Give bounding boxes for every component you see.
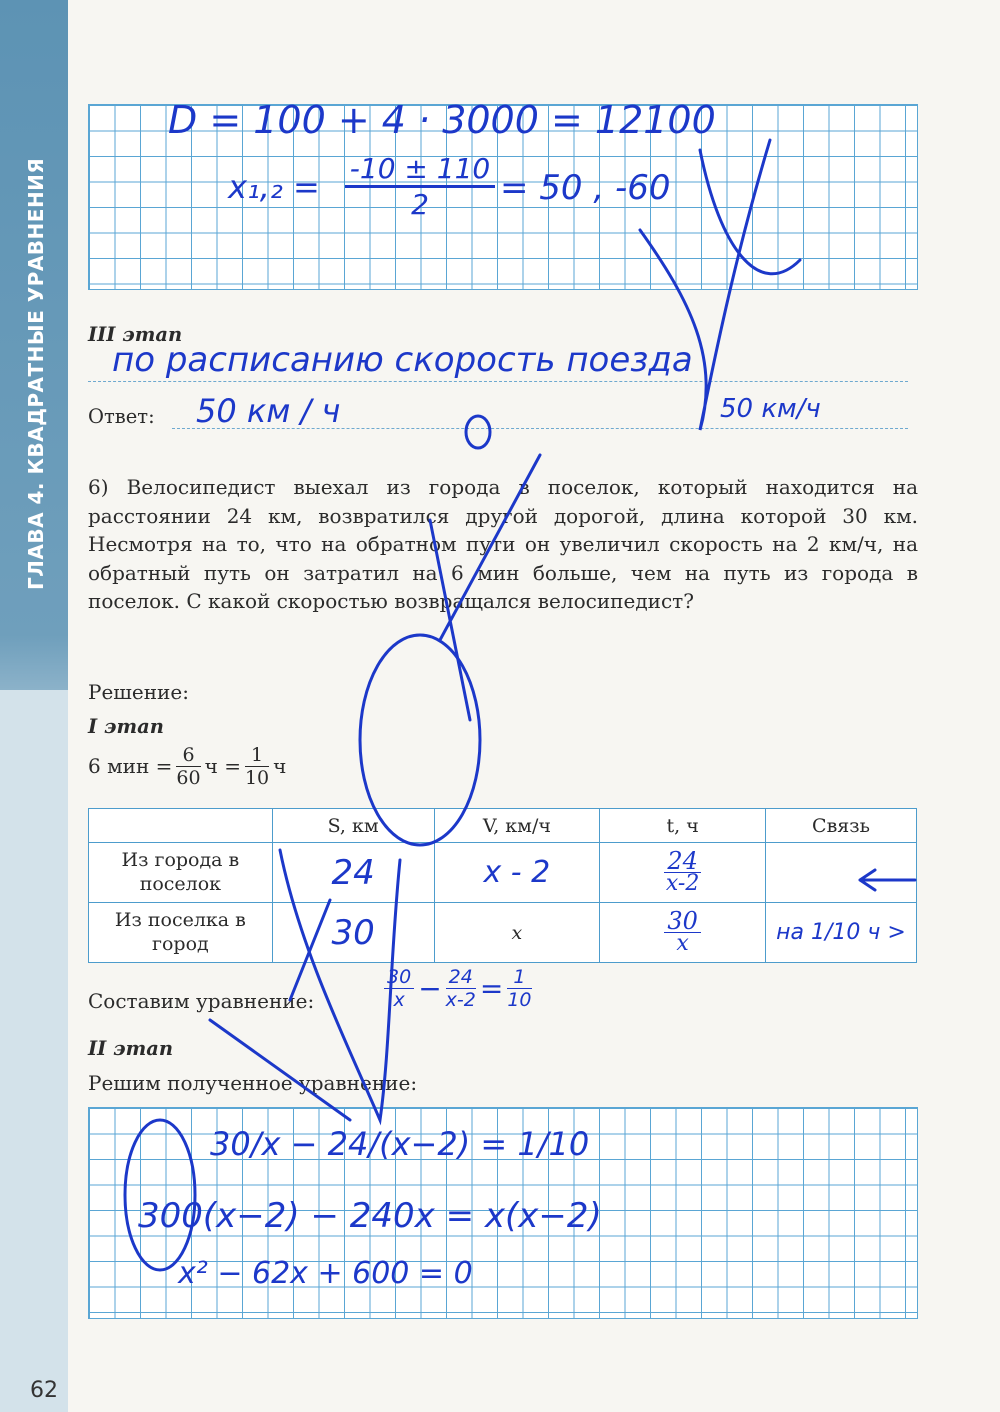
hw-eq-frac-a: $\frac{30}{x}$ [384, 966, 414, 1011]
table-header-time: t, ч [600, 809, 766, 843]
hw-roots-numerator: -10 ± 110 [345, 152, 495, 188]
hw-answer: 50 км / ч [196, 392, 341, 430]
page-number: 62 [30, 1378, 58, 1403]
stage2-instruction: Решим полученное уравнение: [88, 1071, 418, 1095]
scribble-circle-bottom [125, 1120, 195, 1270]
hw-discriminant-line: D = 100 + 4 · 3000 = 12100 [168, 98, 716, 142]
hw-roots-values: = 50 , -60 [500, 168, 671, 208]
hw-roots-denominator: 2 [411, 188, 429, 221]
hw-time-fraction: $\frac{24}{x-2}$ [665, 847, 700, 896]
hw-solution-line2: 300(x−2) − 240x = x(x−2) [138, 1196, 602, 1236]
fraction-6-60: $\frac{6}{60}$ [176, 744, 201, 789]
conversion-prefix: 6 мин = [88, 754, 173, 778]
equation-label: Составим уравнение: [88, 989, 315, 1013]
hw-equals-sign: = [479, 972, 504, 1005]
hw-stage3-answer: по расписанию скорость поезда [112, 340, 693, 380]
hw-distance-24: 24 [331, 852, 375, 893]
speed-x-printed: x [511, 921, 523, 944]
hw-time-fraction: $\frac{30}{x}$ [664, 910, 701, 955]
scribble-circle-small [466, 416, 490, 448]
scribble-strokes-mid [430, 455, 540, 720]
scribble-arrow [860, 870, 915, 890]
table-header-distance: S, км [272, 809, 434, 843]
hw-relation: на 1/10 ч > [776, 920, 906, 945]
fraction-1-10: $\frac{1}{10}$ [244, 744, 270, 789]
chapter-label: ГЛАВА 4. КВАДРАТНЫЕ УРАВНЕНИЯ [24, 157, 48, 590]
table-header-speed: V, км/ч [434, 809, 600, 843]
scribble-vee-lower [280, 850, 400, 1120]
hw-solution-line3: x² − 62x + 600 = 0 [178, 1256, 473, 1291]
hw-roots-label: x₁,₂ = [228, 168, 320, 206]
scribble-lines-left [210, 900, 350, 1120]
hw-eq-frac-c: $\frac{1}{10}$ [507, 966, 532, 1011]
conversion-unit1: ч = [204, 754, 241, 778]
hw-speed-x-minus-2: x - 2 [483, 855, 551, 890]
hw-solution-line1: 30/x − 24/(x−2) = 1/10 [210, 1125, 590, 1163]
hw-minus-sign: − [418, 972, 442, 1005]
problem-text: 6) Велосипедист выехал из города в поселок, который находится на расстоянии 24 км, возвратился другой дорогой, длина которой 30 км. Несмотря на то, что на обратном пути он увеличил скорость на 2 км/ч, на обратный путь он затратил на 6 мин больше, чем на путь из города в поселок. С какой скоростью возвращался велосипедист? [88, 475, 918, 613]
conversion-unit2: ч [273, 754, 287, 778]
answer-label: Ответ: [88, 405, 155, 428]
scribble-circle-large [360, 635, 480, 845]
scribble-tick-top [640, 140, 770, 430]
hw-eq-frac-b: $\frac{24}{x-2}$ [445, 966, 476, 1011]
hw-margin-answer: 50 км/ч [720, 394, 821, 424]
table-header-relation: Связь [766, 809, 917, 843]
stage1-heading: I этап [88, 715, 164, 738]
stage3-heading: III этап [88, 323, 183, 346]
solution-label: Решение: [88, 680, 189, 704]
row-label: Из поселка в город [89, 903, 273, 963]
hw-distance-30: 30 [331, 912, 375, 953]
stage2-heading: II этап [88, 1037, 174, 1060]
row-label: Из города в поселок [89, 843, 273, 903]
